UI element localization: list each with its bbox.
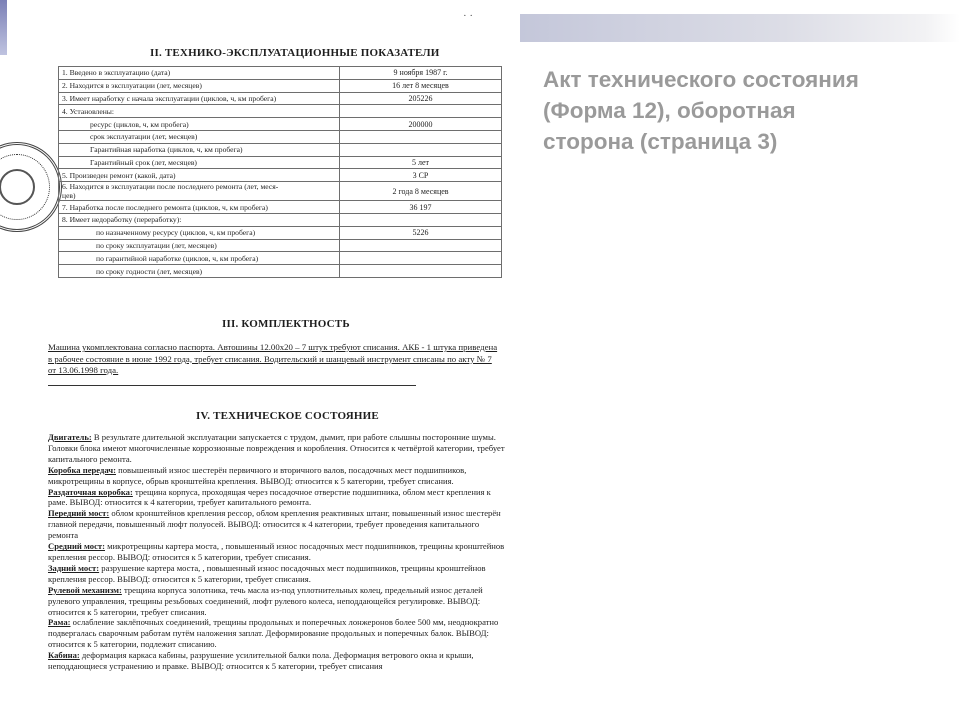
table-row — [59, 182, 502, 201]
condition-term: Коробка передач: — [48, 464, 116, 475]
table-row — [59, 265, 502, 278]
table-cell-label — [59, 169, 340, 182]
table-row — [59, 130, 502, 143]
row-label: ресурс (циклов, ч, км пробега) — [90, 119, 189, 129]
section3-text — [48, 342, 500, 377]
table-cell-value: 36 197 — [340, 201, 502, 214]
condition-item — [48, 541, 508, 563]
condition-text: трещина корпуса, проходящая через посадочное отверстие подшипника, облом мест крепления к раме. ВЫВОД: относится к 4 категории, требует капитального ремонта. — [48, 486, 491, 508]
table-cell-value — [340, 239, 502, 252]
row-label: Гарантийная наработка (циклов, ч, км пробега) — [90, 145, 243, 155]
table-cell-label — [59, 130, 340, 143]
table-cell-value: 5226 — [340, 226, 502, 239]
table-cell-value — [340, 130, 502, 143]
condition-item — [48, 508, 508, 541]
condition-term: Рама: — [48, 617, 71, 628]
table-cell-value — [340, 143, 502, 156]
row-label: по сроку эксплуатации (лет, месяцев) — [96, 240, 217, 250]
row-label: по гарантийной наработке (циклов, ч, км пробега) — [96, 253, 259, 263]
condition-item — [48, 487, 508, 509]
condition-term: Кабина: — [48, 650, 80, 661]
table-cell-value: 205226 — [340, 92, 502, 105]
condition-item — [48, 432, 508, 465]
table-cell-label — [59, 118, 340, 131]
section3-text-content: Машина укомплектована согласно паспорта. Автошины 12.00х20 – 7 штук требуют списания. АКБ - 1 штука приведена в рабочее состояние в июне 1992 года, требует списания. Водительский и шанцевый инструмент списаны по акту № 7 от 13.06.1998 года. — [48, 342, 498, 376]
table-row — [59, 201, 502, 214]
divider-line — [48, 385, 416, 386]
section2-heading: II. ТЕХНИКО-ЭКСПЛУАТАЦИОННЫЕ ПОКАЗАТЕЛИ — [150, 47, 440, 59]
condition-term: Рулевой механизм: — [48, 584, 122, 595]
row-label: 1. Введено в эксплуатацию (дата) — [62, 68, 171, 78]
row-label: 4. Установлены: — [62, 106, 114, 116]
row-label: 6. Находится в эксплуатации после последнего ремонта (лет, меся- — [62, 182, 279, 192]
technical-condition-list — [48, 432, 508, 672]
table-cell-label — [59, 79, 340, 92]
table-row — [59, 252, 502, 265]
condition-item — [48, 617, 508, 650]
condition-text: разрушение картера моста, , повышенный износ посадочных мест подшипников, трещины кронштейнов крепления рессор. ВЫВОД: относится к 5 категории, требует списания. — [48, 562, 486, 584]
table-cell-value — [340, 265, 502, 278]
table-cell-value — [340, 252, 502, 265]
table-cell-value: 5 лет — [340, 156, 502, 169]
table-cell-label — [59, 213, 340, 226]
table-cell-label — [59, 105, 340, 118]
row-label: 3. Имеет наработку с начала эксплуатации (циклов, ч, км пробега) — [62, 93, 277, 103]
table-row — [59, 156, 502, 169]
condition-text: микротрещины картера моста, , повышенный износ посадочных мест подшипников, трещины кронштейнов крепления рессор. ВЫВОД: относится к 5 категории, требует списания. — [48, 541, 505, 562]
table-cell-value — [340, 213, 502, 226]
condition-text: облом кронштейнов крепления рессор, облом крепления реактивных штанг, повышенный износ шестерён главной передачи, повышенный люфт полуосей. ВЫВОД: относится к 4 категории, требует проведения капитального ремонта — [48, 508, 501, 541]
table-row — [59, 79, 502, 92]
condition-item — [48, 563, 508, 585]
condition-term: Передний мост: — [48, 508, 110, 519]
condition-text: ослабление заклёпочных соединений, трещины продольных и поперечных лонжеронов более 500 мм, неоднократно подвергалась сварочным работам путём наложения заплат. Деформирование продольных и поперечных балок. ВЫВОД: относится к 5 категории, подлежит списанию. — [48, 617, 499, 650]
row-label-continued: цев) — [62, 191, 76, 201]
stamp-seal — [0, 142, 62, 232]
condition-item — [48, 585, 508, 618]
condition-term: Раздаточная коробка: — [48, 486, 133, 497]
section4-heading: IV. ТЕХНИЧЕСКОЕ СОСТОЯНИЕ — [196, 410, 379, 422]
condition-term: Двигатель: — [48, 432, 92, 442]
condition-text: деформация каркаса кабины, разрушение усилительной балки пола. Деформация ветрового окна и крыши, неподдающиеся устранению и правке. ВЫВОД: относится к 5 категории, требует списания — [48, 650, 474, 672]
row-label: по сроку годности (лет, месяцев) — [96, 266, 203, 276]
table-row — [59, 143, 502, 156]
table-cell-value: 9 ноября 1987 г. — [340, 67, 502, 80]
row-label: 5. Произведен ремонт (какой, дата) — [62, 170, 176, 180]
row-label: 7. Наработка после последнего ремонта (циклов, ч, км пробега) — [62, 202, 268, 212]
condition-term: Задний мост: — [48, 562, 100, 573]
condition-text: трещина корпуса золотника, течь масла из-под уплотнительных колец, предельный износ деталей рулевого управления, трещины резьбовых соединений, люфт рулевого колеса, неподдающейся регулировке. ВЫВОД: относится к 5 категории, требует списания. — [48, 584, 483, 617]
slide-title: Акт технического состояния (Форма 12), оборотная сторона (страница 3) — [543, 67, 859, 154]
table-row — [59, 169, 502, 182]
table-row — [59, 118, 502, 131]
table-cell-value — [340, 105, 502, 118]
row-label: 2. Находится в эксплуатации (лет, месяцев) — [62, 81, 202, 91]
table-cell-label — [59, 201, 340, 214]
table-row — [59, 213, 502, 226]
condition-text: В результате длительной эксплуатации запускается с трудом, дымит, при работе слышны посторонние шумы. Головки блока имеют многочисленные коррозионные повреждения и коробления. Относится к четвёртой категории, требует капитального ремонта. — [48, 432, 505, 464]
table-cell-value: 2 года 8 месяцев — [340, 182, 502, 201]
table-row — [59, 92, 502, 105]
row-label: Гарантийный срок (лет, месяцев) — [90, 157, 197, 167]
table-cell-label — [59, 182, 340, 201]
table-cell-value: 3 СР — [340, 169, 502, 182]
row-label: 8. Имеет недоработку (переработку): — [62, 215, 182, 225]
scan-artifact: · · — [463, 10, 474, 22]
table-cell-label — [59, 92, 340, 105]
table-row — [59, 105, 502, 118]
table-cell-value: 200000 — [340, 118, 502, 131]
table-cell-label — [59, 226, 340, 239]
table-cell-label — [59, 252, 340, 265]
table-row — [59, 239, 502, 252]
row-label: по назначенному ресурсу (циклов, ч, км пробега) — [96, 228, 256, 238]
section3-heading: III. КОМПЛЕКТНОСТЬ — [222, 318, 350, 330]
indicators-table — [58, 66, 502, 278]
condition-item — [48, 465, 508, 487]
table-row — [59, 226, 502, 239]
table-cell-label — [59, 265, 340, 278]
table-cell-value: 16 лет 8 месяцев — [340, 79, 502, 92]
condition-item — [48, 650, 508, 672]
table-cell-label — [59, 156, 340, 169]
table-cell-label — [59, 143, 340, 156]
table-row — [59, 67, 502, 80]
condition-term: Средний мост: — [48, 541, 105, 552]
table-cell-label — [59, 67, 340, 80]
table-cell-label — [59, 239, 340, 252]
condition-text: повышенный износ шестерён первичного и вторичного валов, посадочных мест подшипников, микротрещины в корпусе, обрыв кронштейна крепления. ВЫВОД: относится к 5 категории, требует списания. — [48, 464, 467, 486]
row-label: срок эксплуатации (лет, месяцев) — [90, 132, 198, 142]
decorative-bar-right — [520, 14, 960, 42]
